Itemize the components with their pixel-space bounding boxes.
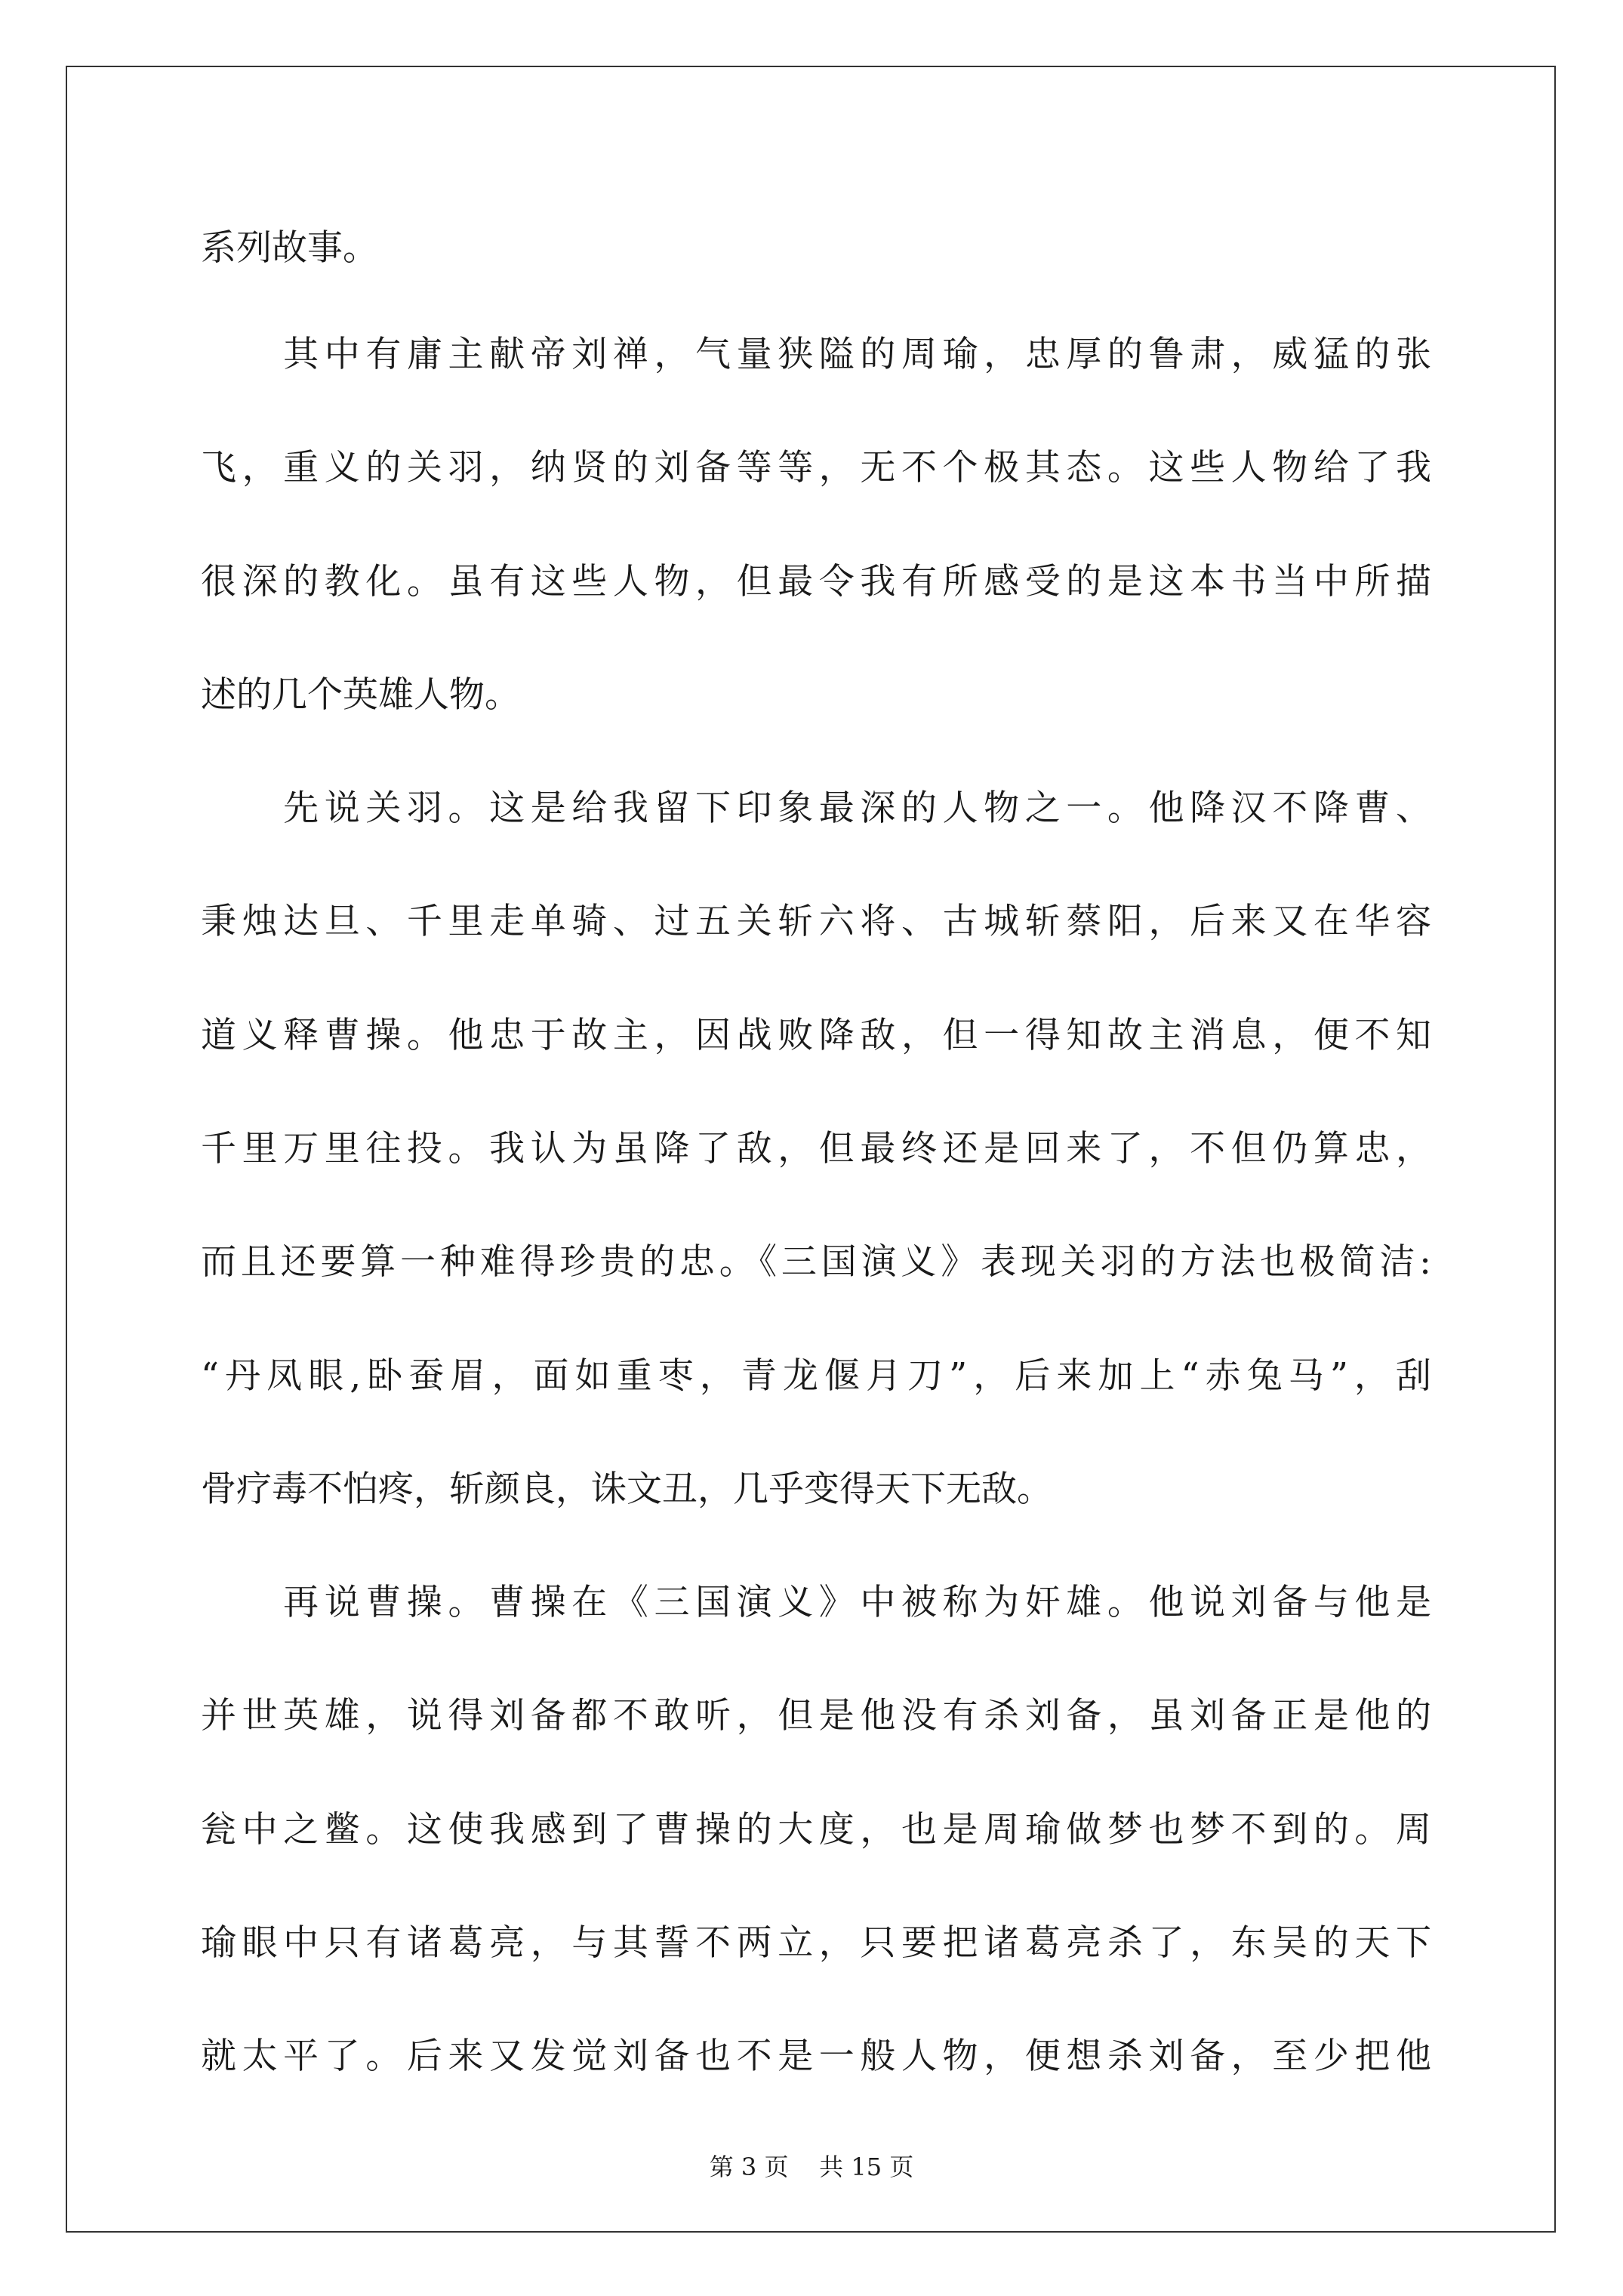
- page-number: 第 3 页: [709, 2153, 789, 2181]
- paragraph-line: 而且还要算一种难得珍贵的忠。《三国演义》表现关羽的方法也极简洁:: [201, 1241, 1431, 1283]
- paragraph-line: 先说关羽。这是给我留下印象最深的人物之一。他降汉不降曹、: [201, 787, 1431, 829]
- page-footer: [0, 2152, 1623, 2182]
- paragraph-line: 瓮中之鳖。这使我感到了曹操的大度，也是周瑜做梦也梦不到的。周: [201, 1809, 1431, 1851]
- paragraph-line: 飞，重义的关羽，纳贤的刘备等等，无不个极其态。这些人物给了我: [201, 447, 1431, 488]
- paragraph-line: 述的几个英雄人物。: [201, 674, 520, 716]
- paragraph-line: 秉烛达旦、千里走单骑、过五关斩六将、古城斩蔡阳，后来又在华容: [201, 901, 1431, 942]
- paragraph-line: “丹凤眼,卧蚕眉，面如重枣，青龙偃月刀”，后来加上“赤兔马”，刮: [201, 1355, 1431, 1397]
- paragraph-line: 并世英雄，说得刘备都不敢听，但是他没有杀刘备，虽刘备正是他的: [201, 1695, 1431, 1737]
- paragraph-line: 骨疗毒不怕疼，斩颜良，诛文丑，几乎变得天下无敌。: [201, 1469, 1052, 1510]
- paragraph-line: 瑜眼中只有诸葛亮，与其誓不两立，只要把诸葛亮杀了，东吴的天下: [201, 1922, 1431, 1964]
- paragraph-line: 千里万里往投。我认为虽降了敌，但最终还是回来了，不但仍算忠，: [201, 1128, 1431, 1170]
- footer-spacer: [788, 2153, 819, 2181]
- paragraph-line: 很深的教化。虽有这些人物，但最令我有所感受的是这本书当中所描: [201, 561, 1431, 603]
- paragraph-line: 系列故事。: [201, 227, 378, 269]
- paragraph-line: 道义释曹操。他忠于故主，因战败降敌，但一得知故主消息，便不知: [201, 1015, 1431, 1056]
- page-total: 共 15 页: [819, 2153, 914, 2181]
- paragraph-line: 其中有庸主献帝刘禅，气量狭隘的周瑜，忠厚的鲁肃，威猛的张: [201, 334, 1431, 375]
- paragraph-line: 就太平了。后来又发觉刘备也不是一般人物，便想杀刘备，至少把他: [201, 2036, 1431, 2077]
- paragraph-line: 再说曹操。曹操在《三国演义》中被称为奸雄。他说刘备与他是: [201, 1582, 1431, 1623]
